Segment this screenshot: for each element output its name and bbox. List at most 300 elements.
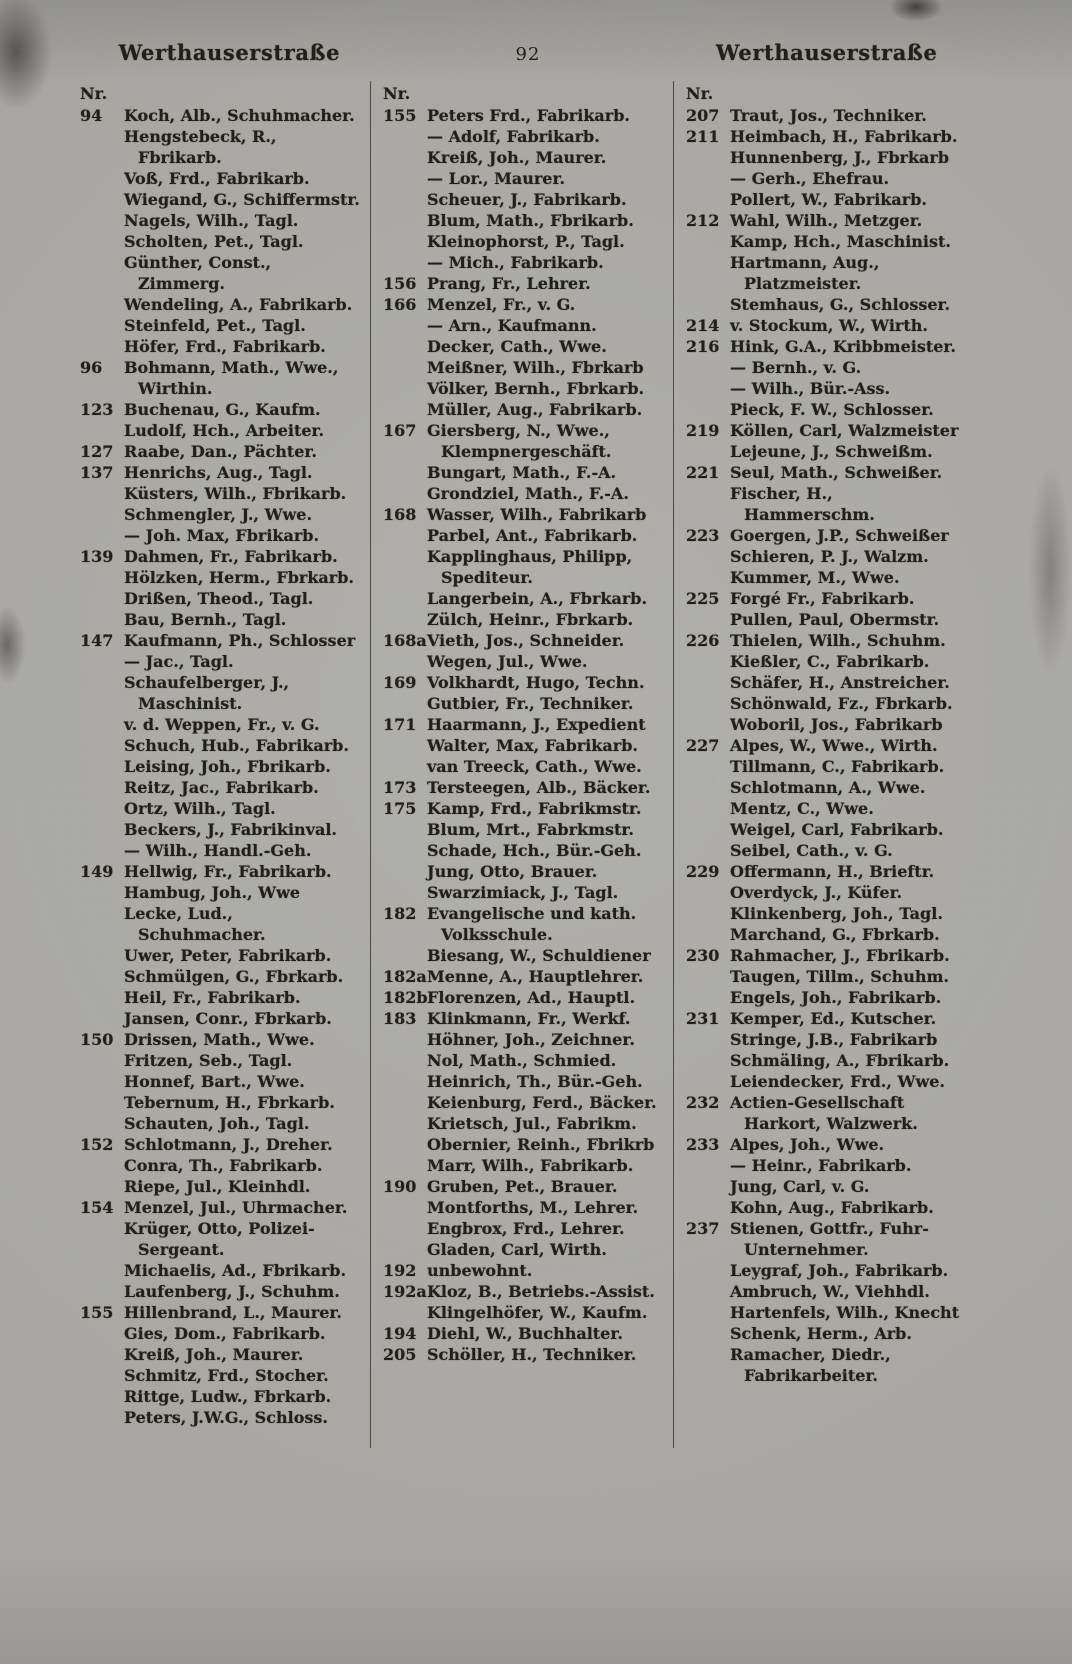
entry-text: Wiegand, G., Schiffermstr.	[124, 190, 360, 209]
entry-text: Vieth, Jos., Schneider.	[427, 631, 625, 650]
directory-columns	[80, 81, 976, 1448]
entry-text: Schieren, P. J., Walzm.	[730, 547, 929, 566]
directory-entry	[383, 462, 665, 483]
directory-entry	[80, 504, 362, 525]
directory-entry	[686, 1218, 968, 1260]
directory-entry	[383, 273, 665, 294]
entry-text: Günther, Const., Zimmerg.	[124, 253, 272, 293]
entry-text: Fritzen, Seb., Tagl.	[124, 1051, 293, 1070]
directory-entry	[686, 840, 968, 861]
entry-text: Schaufelberger, J., Maschinist.	[124, 673, 290, 713]
directory-entry	[80, 630, 362, 651]
entry-text: Wahl, Wilh., Metzger.	[730, 211, 923, 230]
entry-house-number: 173	[383, 778, 417, 797]
directory-entry	[686, 1029, 968, 1050]
entry-text: Swarzimiack, J., Tagl.	[427, 883, 619, 902]
entry-text: Hölzken, Herm., Fbrkarb.	[124, 568, 354, 587]
directory-entry	[686, 1071, 968, 1092]
entry-text: Volkhardt, Hugo, Techn.	[427, 673, 645, 692]
directory-entry	[686, 294, 968, 315]
entry-text: Seul, Math., Schweißer.	[730, 463, 943, 482]
entry-text: Menne, A., Hauptlehrer.	[427, 967, 644, 986]
directory-entry	[80, 672, 362, 714]
entry-text: Jung, Otto, Brauer.	[427, 862, 598, 881]
directory-entry	[383, 1323, 665, 1344]
entry-text: Heil, Fr., Fabrikarb.	[124, 988, 301, 1007]
directory-entry	[383, 252, 665, 273]
entry-house-number: 225	[686, 589, 720, 608]
directory-column-1	[80, 81, 371, 1448]
directory-entry	[383, 609, 665, 630]
directory-entry	[80, 483, 362, 504]
directory-entry	[686, 462, 968, 483]
entry-text: — Jac., Tagl.	[124, 652, 234, 671]
directory-entry	[80, 168, 362, 189]
directory-entry	[383, 903, 665, 945]
directory-entry	[383, 693, 665, 714]
entry-text: Actien-Gesellschaft Harkort, Walzwerk.	[730, 1093, 918, 1133]
directory-entry	[383, 504, 665, 525]
directory-entry	[80, 1218, 362, 1260]
directory-entry	[686, 1050, 968, 1071]
directory-entry	[686, 567, 968, 588]
directory-entry	[80, 1071, 362, 1092]
directory-entry	[686, 1176, 968, 1197]
entry-text: — Joh. Max, Fbrikarb.	[124, 526, 320, 545]
directory-entry	[383, 1218, 665, 1239]
entry-text: Overdyck, J., Küfer.	[730, 883, 903, 902]
directory-entry	[686, 1155, 968, 1176]
directory-entry	[80, 1050, 362, 1071]
directory-entry	[686, 882, 968, 903]
directory-entry	[383, 840, 665, 861]
entry-text: Alpes, Joh., Wwe.	[730, 1135, 885, 1154]
directory-entry	[383, 798, 665, 819]
directory-entry	[686, 357, 968, 378]
directory-entry	[80, 1344, 362, 1365]
directory-entry	[686, 378, 968, 399]
directory-entry	[383, 1092, 665, 1113]
directory-entry	[686, 756, 968, 777]
entry-text: Küsters, Wilh., Fbrikarb.	[124, 484, 347, 503]
entry-house-number: 94	[80, 106, 103, 125]
entry-text: Laufenberg, J., Schuhm.	[124, 1282, 340, 1301]
entry-text: Marchand, G., Fbrkarb.	[730, 925, 940, 944]
directory-entry	[80, 840, 362, 861]
entry-text: Gruben, Pet., Brauer.	[427, 1177, 618, 1196]
directory-entry	[383, 1134, 665, 1155]
entry-text: Rittge, Ludw., Fbrkarb.	[124, 1387, 332, 1406]
entry-house-number: 123	[80, 400, 114, 419]
directory-entry	[80, 609, 362, 630]
entry-text: Seibel, Cath., v. G.	[730, 841, 893, 860]
directory-entry	[383, 777, 665, 798]
directory-entry	[686, 1134, 968, 1155]
directory-entry	[80, 1155, 362, 1176]
entry-text: Scholten, Pet., Tagl.	[124, 232, 304, 251]
directory-entry	[80, 420, 362, 441]
directory-entry	[80, 1029, 362, 1050]
directory-entry	[686, 105, 968, 126]
directory-entry	[383, 1260, 665, 1281]
directory-entry	[383, 1281, 665, 1302]
entry-text: Schönwald, Fz., Fbrkarb.	[730, 694, 953, 713]
entry-text: Ambruch, W., Viehhdl.	[730, 1282, 930, 1301]
directory-entry	[686, 483, 968, 525]
directory-entry	[686, 1323, 968, 1344]
entry-text: Stienen, Gottfr., Fuhr-Unternehmer.	[730, 1219, 929, 1259]
entry-text: Goergen, J.P., Schweißer	[730, 526, 949, 545]
entry-house-number: 137	[80, 463, 114, 482]
scan-smudge-left-edge	[0, 590, 34, 700]
scan-smudge-top-right	[878, 0, 954, 28]
directory-entry	[80, 252, 362, 294]
directory-entry	[383, 315, 665, 336]
entry-text: Schäfer, H., Anstreicher.	[730, 673, 950, 692]
street-header-right: Werthauserstraße	[715, 40, 938, 65]
directory-entry	[686, 1197, 968, 1218]
directory-entry	[80, 294, 362, 315]
entry-text: Bohmann, Math., Wwe., Wirthin.	[124, 358, 339, 398]
directory-entry	[383, 588, 665, 609]
directory-entry	[80, 966, 362, 987]
entry-text: — Lor., Maurer.	[427, 169, 566, 188]
directory-entry	[383, 294, 665, 315]
entry-text: Gies, Dom., Fabrikarb.	[124, 1324, 326, 1343]
entry-house-number: 155	[80, 1303, 114, 1322]
entry-text: Schlotmann, J., Dreher.	[124, 1135, 333, 1154]
entry-text: Menzel, Jul., Uhrmacher.	[124, 1198, 348, 1217]
entry-house-number: 207	[686, 106, 720, 125]
entry-text: Hink, G.A., Kribbmeister.	[730, 337, 956, 356]
entry-house-number: 166	[383, 295, 417, 314]
entry-text: Höfer, Frd., Fabrikarb.	[124, 337, 326, 356]
entry-text: Tillmann, C., Fabrikarb.	[730, 757, 945, 776]
entry-text: Stringe, J.B., Fabrikarb	[730, 1030, 938, 1049]
directory-entry	[686, 735, 968, 756]
entry-house-number: 139	[80, 547, 114, 566]
directory-entry	[383, 1176, 665, 1197]
directory-entry	[80, 861, 362, 882]
directory-entry	[686, 1344, 968, 1386]
directory-entry	[383, 147, 665, 168]
entry-text: Krüger, Otto, Polizei-Sergeant.	[124, 1219, 315, 1259]
directory-entry	[80, 651, 362, 672]
directory-entry	[80, 336, 362, 357]
directory-entry	[686, 336, 968, 357]
entry-text: Lejeune, J., Schweißm.	[730, 442, 933, 461]
entry-text: Drissen, Math., Wwe.	[124, 1030, 315, 1049]
directory-entry	[80, 189, 362, 210]
directory-entry	[80, 231, 362, 252]
entry-text: Kaufmann, Ph., Schlosser	[124, 631, 356, 650]
entry-house-number: 155	[383, 106, 417, 125]
entry-text: Pieck, F. W., Schlosser.	[730, 400, 934, 419]
entry-text: Wasser, Wilh., Fabrikarb	[427, 505, 647, 524]
entry-text: — Gerh., Ehefrau.	[730, 169, 890, 188]
entry-text: Peters Frd., Fabrikarb.	[427, 106, 630, 125]
entry-text: Kreiß, Joh., Maurer.	[124, 1345, 304, 1364]
directory-entry	[686, 147, 968, 168]
entry-text: Heinrich, Th., Bür.-Geh.	[427, 1072, 643, 1091]
entry-text: Kamp, Frd., Fabrikmstr.	[427, 799, 642, 818]
entry-text: Völker, Bernh., Fbrkarb.	[427, 379, 645, 398]
entry-house-number: 167	[383, 421, 417, 440]
directory-entry	[383, 1050, 665, 1071]
directory-entry	[686, 714, 968, 735]
entry-text: Pollert, W., Fabrikarb.	[730, 190, 927, 209]
directory-entry	[80, 882, 362, 903]
entry-text: Klinkmann, Fr., Werkf.	[427, 1009, 631, 1028]
directory-entry	[686, 126, 968, 147]
entry-text: Wegen, Jul., Wwe.	[427, 652, 588, 671]
directory-column-2	[371, 81, 674, 1448]
directory-entry	[80, 1323, 362, 1344]
directory-entry	[383, 168, 665, 189]
entry-text: Marr, Wilh., Fabrikarb.	[427, 1156, 634, 1175]
entry-house-number: 192a	[383, 1282, 427, 1301]
entry-text: Nol, Math., Schmied.	[427, 1051, 617, 1070]
directory-entry	[80, 777, 362, 798]
directory-entry	[686, 315, 968, 336]
entry-text: Kreiß, Joh., Maurer.	[427, 148, 607, 167]
entry-text: Henrichs, Aug., Tagl.	[124, 463, 313, 482]
directory-entry	[383, 882, 665, 903]
entry-house-number: 171	[383, 715, 417, 734]
directory-entry	[383, 1302, 665, 1323]
entry-text: — Arn., Kaufmann.	[427, 316, 597, 335]
directory-entry	[80, 588, 362, 609]
entry-text: Tersteegen, Alb., Bäcker.	[427, 778, 651, 797]
entry-text: Schöller, H., Techniker.	[427, 1345, 637, 1364]
directory-entry	[383, 105, 665, 126]
directory-entry	[383, 945, 665, 966]
entry-text: Schade, Hch., Bür.-Geh.	[427, 841, 642, 860]
entry-text: Schenk, Herm., Arb.	[730, 1324, 912, 1343]
entry-text: Haarmann, J., Expedient	[427, 715, 646, 734]
entry-house-number: 237	[686, 1219, 720, 1238]
entry-text: Bungart, Math., F.-A.	[427, 463, 617, 482]
entry-house-number: 230	[686, 946, 720, 965]
directory-entry	[80, 1176, 362, 1197]
nr-column-label: Nr.	[80, 84, 108, 103]
entry-text: Keienburg, Ferd., Bäcker.	[427, 1093, 657, 1112]
directory-entry	[686, 1008, 968, 1029]
directory-entry	[686, 231, 968, 252]
directory-entry	[383, 1197, 665, 1218]
directory-entry	[80, 1386, 362, 1407]
entry-house-number: 212	[686, 211, 720, 230]
directory-entry	[80, 357, 362, 399]
directory-entry	[686, 1092, 968, 1134]
entry-text: Evangelische und kath. Volksschule.	[427, 904, 637, 944]
entry-text: v. Stockum, W., Wirth.	[730, 316, 928, 335]
directory-entry	[383, 861, 665, 882]
directory-entry	[686, 651, 968, 672]
entry-text: Koch, Alb., Schuhmacher.	[124, 106, 355, 125]
directory-entry	[686, 777, 968, 798]
entry-text: Pullen, Paul, Obermstr.	[730, 610, 940, 629]
entry-text: Wendeling, A., Fabrikarb.	[124, 295, 353, 314]
entry-text: Traut, Jos., Techniker.	[730, 106, 927, 125]
directory-entry	[686, 588, 968, 609]
entry-text: Dahmen, Fr., Fabrikarb.	[124, 547, 338, 566]
entry-text: Leising, Joh., Fbrikarb.	[124, 757, 331, 776]
entry-house-number: 183	[383, 1009, 417, 1028]
entry-house-number: 169	[383, 673, 417, 692]
entry-text: Grondziel, Math., F.-A.	[427, 484, 629, 503]
directory-entry	[80, 1134, 362, 1155]
entry-text: Forgé Fr., Fabrikarb.	[730, 589, 915, 608]
entry-text: Alpes, W., Wwe., Wirth.	[730, 736, 938, 755]
entry-text: Giersberg, N., Wwe., Klempnergeschäft.	[427, 421, 612, 461]
entry-text: Hartmann, Aug., Platzmeister.	[730, 253, 880, 293]
directory-entry	[383, 525, 665, 546]
entry-house-number: 154	[80, 1198, 114, 1217]
entry-house-number: 227	[686, 736, 720, 755]
directory-entry	[383, 210, 665, 231]
directory-entry	[383, 1113, 665, 1134]
entry-house-number: 221	[686, 463, 720, 482]
entry-text: Langerbein, A., Fbrkarb.	[427, 589, 648, 608]
entry-text: Walter, Max, Fabrikarb.	[427, 736, 638, 755]
entry-text: Müller, Aug., Fabrikarb.	[427, 400, 643, 419]
entry-house-number: 168a	[383, 631, 427, 650]
directory-column-3	[674, 81, 976, 1448]
entry-text: Fischer, H., Hammerschm.	[730, 484, 875, 524]
directory-entry	[80, 105, 362, 126]
directory-entry	[686, 987, 968, 1008]
directory-entry	[686, 1302, 968, 1323]
nr-column-label: Nr.	[686, 84, 714, 103]
entry-text: Kloz, B., Betriebs.-Assist.	[427, 1282, 655, 1301]
entry-text: Hambug, Joh., Wwe	[124, 883, 301, 902]
entry-text: Riepe, Jul., Kleinhdl.	[124, 1177, 311, 1196]
entry-text: Taugen, Tillm., Schuhm.	[730, 967, 949, 986]
entry-text: Hellwig, Fr., Fabrikarb.	[124, 862, 332, 881]
directory-entry	[383, 714, 665, 735]
entry-text: Jansen, Conr., Fbrkarb.	[124, 1009, 332, 1028]
directory-entry	[686, 441, 968, 462]
entry-text: Jung, Carl, v. G.	[730, 1177, 870, 1196]
directory-entry	[80, 1092, 362, 1113]
entry-house-number: 150	[80, 1030, 114, 1049]
entry-text: Ludolf, Hch., Arbeiter.	[124, 421, 325, 440]
directory-entry	[383, 336, 665, 357]
entry-text: Drißen, Theod., Tagl.	[124, 589, 314, 608]
entry-text: Engbrox, Frd., Lehrer.	[427, 1219, 625, 1238]
entry-text: — Heinr., Fabrikarb.	[730, 1156, 912, 1175]
entry-text: Stemhaus, G., Schlosser.	[730, 295, 951, 314]
scan-smudge-top-left	[0, 0, 66, 132]
entry-text: Nagels, Wilh., Tagl.	[124, 211, 299, 230]
directory-entry	[383, 546, 665, 588]
directory-entry	[80, 756, 362, 777]
directory-entry	[383, 126, 665, 147]
directory-entry	[686, 924, 968, 945]
entry-text: Meißner, Wilh., Fbrkarb	[427, 358, 644, 377]
directory-entry	[686, 399, 968, 420]
directory-entry	[686, 672, 968, 693]
entry-text: Prang, Fr., Lehrer.	[427, 274, 591, 293]
entry-house-number: 211	[686, 127, 720, 146]
directory-entry	[383, 189, 665, 210]
entry-text: v. d. Weppen, Fr., v. G.	[124, 715, 320, 734]
scan-smudge-right-edge	[1020, 420, 1072, 720]
entry-text: Schlotmann, A., Wwe.	[730, 778, 926, 797]
directory-entry	[686, 903, 968, 924]
entry-text: Obernier, Reinh., Fbrikrb	[427, 1135, 655, 1154]
directory-entry	[686, 693, 968, 714]
entry-text: Conra, Th., Fabrikarb.	[124, 1156, 323, 1175]
entry-text: — Bernh., v. G.	[730, 358, 862, 377]
entry-house-number: 152	[80, 1135, 114, 1154]
entry-house-number: 223	[686, 526, 720, 545]
directory-entry	[80, 798, 362, 819]
entry-text: Menzel, Fr., v. G.	[427, 295, 576, 314]
entry-text: Woboril, Jos., Fabrikarb	[730, 715, 943, 734]
entry-text: Schmäling, A., Fbrikarb.	[730, 1051, 950, 1070]
entry-text: Klinkenberg, Joh., Tagl.	[730, 904, 943, 923]
directory-entry	[383, 1239, 665, 1260]
entry-house-number: 216	[686, 337, 720, 356]
entry-text: Voß, Frd., Fabrikarb.	[124, 169, 310, 188]
entry-text: Lecke, Lud., Schuhmacher.	[124, 904, 266, 944]
entry-text: Uwer, Peter, Fabrikarb.	[124, 946, 332, 965]
entry-text: Klingelhöfer, W., Kaufm.	[427, 1303, 648, 1322]
entry-text: Rahmacher, J., Fbrikarb.	[730, 946, 950, 965]
entry-house-number: 233	[686, 1135, 720, 1154]
entry-text: Honnef, Bart., Wwe.	[124, 1072, 305, 1091]
directory-entry	[383, 819, 665, 840]
directory-entry	[383, 1008, 665, 1029]
entry-text: Leygraf, Joh., Fabrikarb.	[730, 1261, 949, 1280]
page-header	[80, 40, 976, 65]
entry-text: Kummer, M., Wwe.	[730, 568, 900, 587]
entry-house-number: 231	[686, 1009, 720, 1028]
directory-entry	[383, 756, 665, 777]
entry-text: Schauten, Joh., Tagl.	[124, 1114, 310, 1133]
directory-entry	[80, 735, 362, 756]
directory-entry	[80, 1302, 362, 1323]
entry-text: Schmitz, Frd., Stocher.	[124, 1366, 329, 1385]
entry-house-number: 182	[383, 904, 417, 923]
entry-house-number: 182a	[383, 967, 427, 986]
entry-text: Blum, Math., Fbrikarb.	[427, 211, 634, 230]
entry-text: Michaelis, Ad., Fbrikarb.	[124, 1261, 347, 1280]
entry-text: Reitz, Jac., Fabrikarb.	[124, 778, 319, 797]
directory-entry	[686, 210, 968, 231]
entry-house-number: 226	[686, 631, 720, 650]
page-number: 92	[515, 44, 541, 65]
directory-entry	[383, 672, 665, 693]
entry-text: Steinfeld, Pet., Tagl.	[124, 316, 306, 335]
directory-entry	[686, 525, 968, 546]
entry-text: Peters, J.W.G., Schloss.	[124, 1408, 328, 1427]
entry-text: Bau, Bernh., Tagl.	[124, 610, 287, 629]
entry-text: Leiendecker, Frd., Wwe.	[730, 1072, 945, 1091]
directory-entry	[80, 126, 362, 168]
entry-text: Mentz, C., Wwe.	[730, 799, 874, 818]
entry-text: Tebernum, H., Fbrkarb.	[124, 1093, 335, 1112]
entry-text: Beckers, J., Fabrikinval.	[124, 820, 337, 839]
directory-entry	[383, 231, 665, 252]
entry-text: Hunnenberg, J., Fbrkarb	[730, 148, 950, 167]
entry-house-number: 205	[383, 1345, 417, 1364]
entry-text: Hillenbrand, L., Maurer.	[124, 1303, 342, 1322]
entry-house-number: 149	[80, 862, 114, 881]
entry-house-number: 127	[80, 442, 114, 461]
